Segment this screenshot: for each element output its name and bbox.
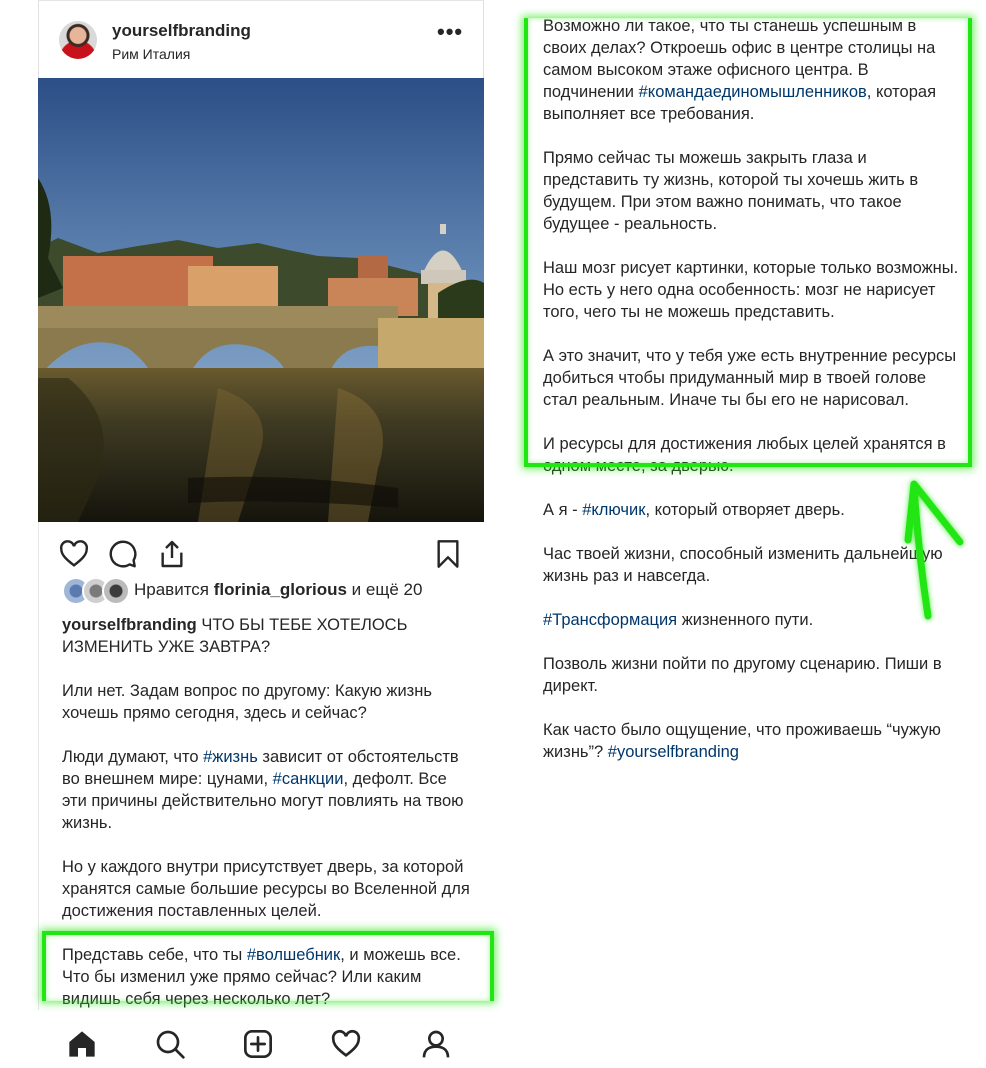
- comment-icon[interactable]: [106, 538, 138, 570]
- hashtag-link[interactable]: #Трансформация: [543, 611, 678, 629]
- caption-paragraph: А я - #ключик, который отворяет дверь.: [543, 501, 845, 519]
- bottom-navigation: [38, 1016, 484, 1068]
- activity-heart-icon[interactable]: [330, 1028, 362, 1060]
- hashtag-link[interactable]: #yourselfbranding: [607, 743, 739, 761]
- post-header: [38, 0, 484, 78]
- add-post-icon[interactable]: [242, 1028, 274, 1060]
- home-icon[interactable]: [66, 1028, 98, 1060]
- caption-paragraph: Или нет. Задам вопрос по другому: Какую жизнь хочешь прямо сегодня, здесь и сейчас?: [62, 682, 432, 722]
- search-icon[interactable]: [154, 1028, 186, 1060]
- bookmark-icon[interactable]: [432, 538, 464, 570]
- caption-continuation: [543, 15, 963, 785]
- caption-author[interactable]: yourselfbranding: [62, 616, 197, 634]
- post-location[interactable]: Рим Италия: [112, 46, 191, 62]
- caption-paragraph: Люди думают, что #жизнь зависит от обстоятельств во внешнем мире: цунами, #санкции, дефолт. Все эти причины действительно могут повлиять на твою жизнь.: [62, 748, 464, 832]
- profile-icon[interactable]: [420, 1028, 452, 1060]
- caption-paragraph: Возможно ли такое, что ты станешь успешным в своих делах? Откроешь офис в центре столицы на самом высоком этаже офисного центра. В подчинении #командаединомышленников, которая выполняет все требования.: [543, 17, 937, 123]
- likes-text[interactable]: [134, 580, 422, 600]
- likes-suffix[interactable]: и ещё 20: [351, 580, 423, 599]
- avatar[interactable]: [59, 21, 97, 59]
- caption-paragraph: Как часто было ощущение, что проживаешь “чужую жизнь”? #yourselfbranding: [543, 721, 941, 761]
- post-actions: [38, 522, 484, 574]
- post-username[interactable]: yourselfbranding: [112, 21, 251, 40]
- hashtag-link[interactable]: #ключик: [582, 501, 646, 519]
- share-icon[interactable]: [156, 538, 188, 570]
- hashtag-link[interactable]: #волшебник: [246, 946, 341, 964]
- caption-paragraph: Позволь жизни пойти по другому сценарию. Пиши в директ.: [543, 655, 942, 695]
- post-caption: [62, 614, 472, 1032]
- heart-icon[interactable]: [58, 538, 90, 570]
- caption-paragraph: Представь себе, что ты #волшебник, и можешь все. Что бы изменил уже прямо сейчас? Или каким видишь себя через несколько лет?: [62, 946, 461, 1008]
- caption-title: ЧТО БЫ ТЕБЕ ХОТЕЛОСЬ ИЗМЕНИТЬ УЖЕ ЗАВТРА?: [62, 616, 408, 656]
- caption-paragraph: Наш мозг рисует картинки, которые только возможны. Но есть у него одна особенность: мозг не нарисует того, чего ты не можешь представить.: [543, 259, 959, 321]
- liker-avatar[interactable]: [102, 577, 130, 605]
- hashtag-link[interactable]: #командаединомышленников: [638, 83, 867, 101]
- caption-paragraph: А это значит, что у тебя уже есть внутренние ресурсы добиться чтобы придуманный мир в твоей голове стал реальным. Иначе ты бы его не нарисовал.: [543, 347, 957, 409]
- likes-row: [62, 576, 482, 604]
- caption-heading: [62, 614, 472, 658]
- hashtag-link[interactable]: #жизнь: [203, 748, 258, 766]
- caption-paragraph: И ресурсы для достижения любых целей хранятся в одном месте, за дверью.: [543, 435, 946, 475]
- caption-paragraph: Прямо сейчас ты можешь закрыть глаза и представить ту жизнь, которой ты хочешь жить в будущем. При этом важно понимать, что такое будущее - реальность.: [543, 149, 919, 233]
- hashtag-link[interactable]: #санкции: [272, 770, 344, 788]
- more-options-icon[interactable]: •••: [437, 19, 464, 44]
- likes-user[interactable]: florinia_glorious: [213, 580, 347, 599]
- caption-paragraph: Но у каждого внутри присутствует дверь, за которой хранятся самые большие ресурсы во Вселенной для достижения поставленных целей.: [62, 858, 470, 920]
- likes-prefix: Нравится: [134, 580, 210, 599]
- caption-paragraph: #Трансформация жизненного пути.: [543, 611, 814, 629]
- caption-paragraph: Час твоей жизни, способный изменить дальнейшую жизнь раз и навсегда.: [543, 545, 943, 585]
- post-photo: [38, 78, 484, 522]
